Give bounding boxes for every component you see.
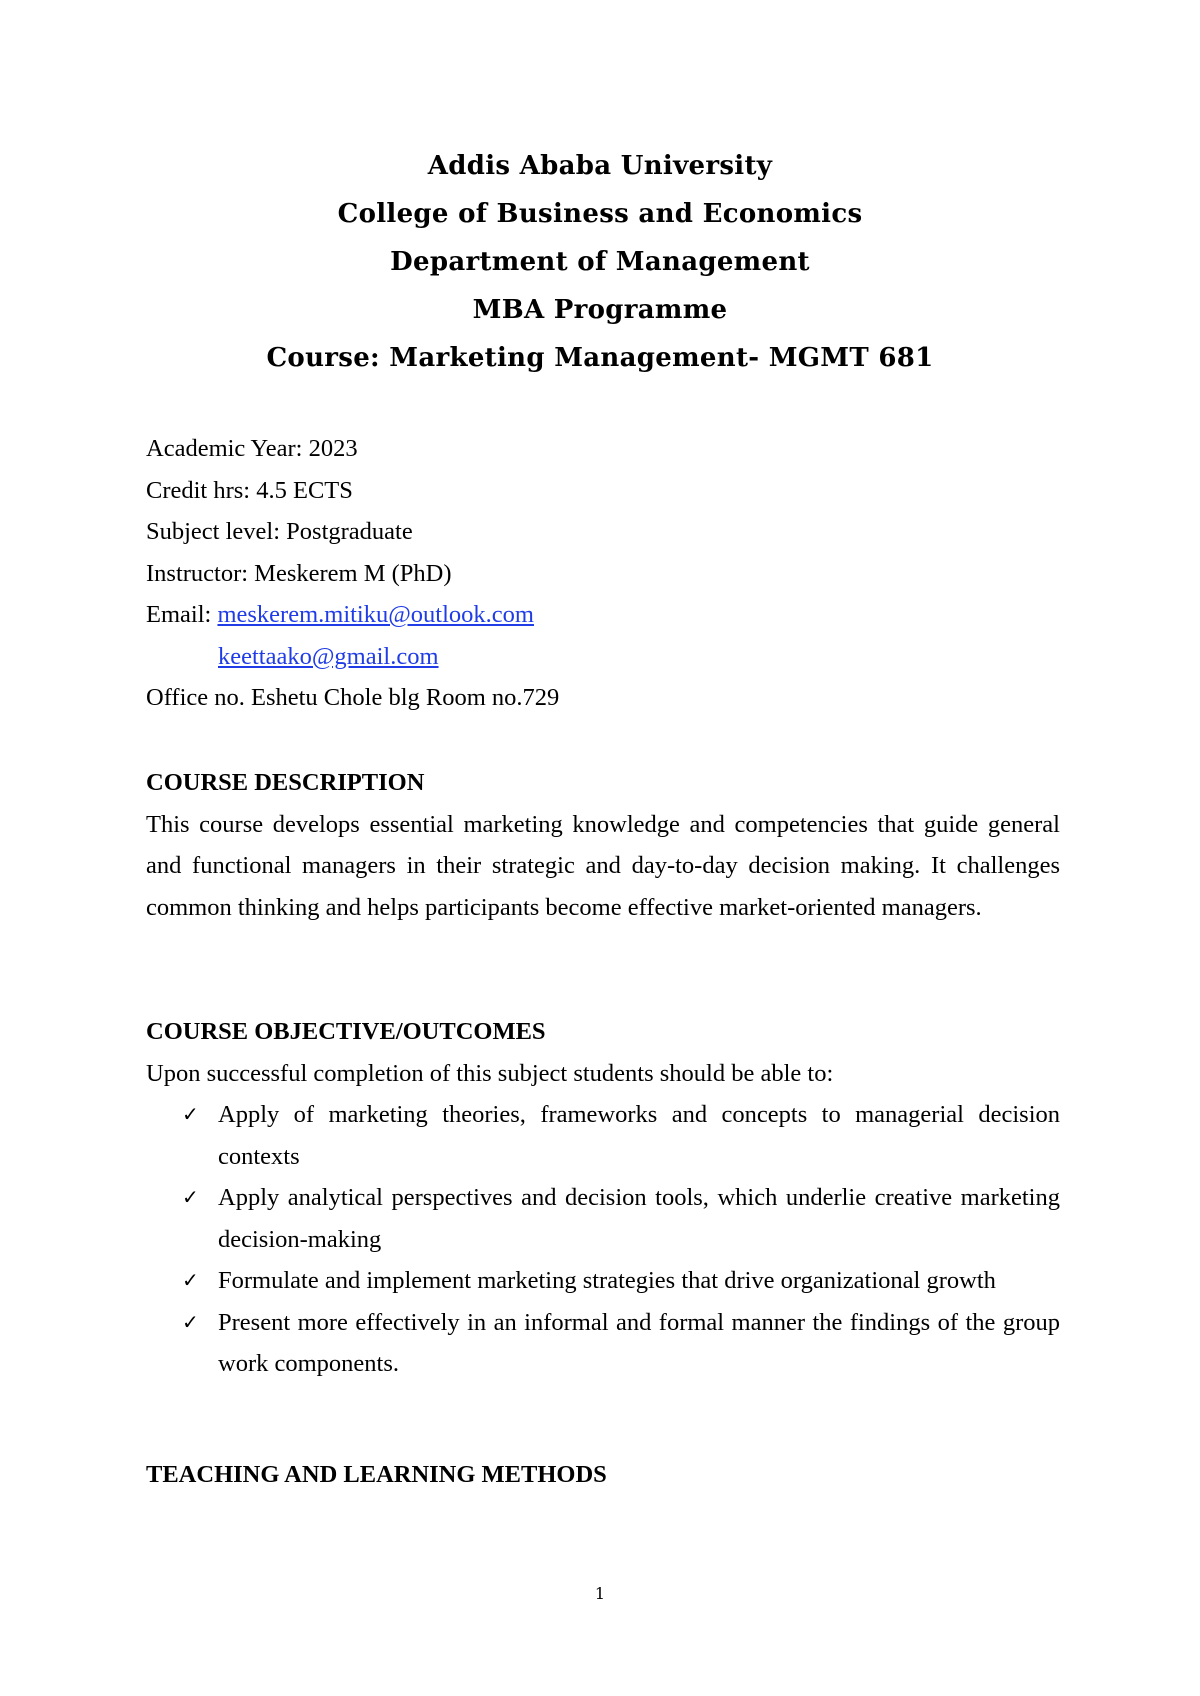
email-link-secondary[interactable]: keettaako@gmail.com: [218, 642, 439, 670]
section-title-objectives: COURSE OBJECTIVE/OUTCOMES: [146, 1018, 546, 1045]
checkmark-icon: ✓: [182, 1185, 199, 1209]
page-number: 1: [594, 1584, 606, 1603]
checkmark-icon: ✓: [182, 1309, 199, 1334]
department-name: Department of Management: [390, 247, 810, 277]
objectives-intro: Upon successful completion of this subject students should be able to:: [146, 1059, 834, 1087]
course-description-section: [146, 762, 1060, 928]
objective-text: Formulate and implement marketing strategies that drive organizational growth: [218, 1267, 996, 1294]
college-name: College of Business and Economics: [337, 199, 863, 229]
university-name: Addis Ababa University: [427, 151, 773, 181]
document-header: [0, 142, 1200, 382]
credit-value: 4.5 ECTS: [256, 476, 353, 504]
description-paragraph: This course develops essential marketing knowledge and competencies that guide general and functional managers in their strategic and day-to-day decision making. It challenges common thinking and helps participants become effective market-oriented managers.: [146, 810, 1060, 921]
checkmark-icon: ✓: [182, 1268, 199, 1292]
subject-level: Subject level: Postgraduate: [146, 518, 413, 545]
objectives-list: [146, 1094, 1060, 1385]
programme-name: MBA Programme: [472, 295, 728, 325]
objective-text: Apply analytical perspectives and decision tools, which underlie creative marketing decision-making: [218, 1184, 1060, 1253]
teaching-methods-section: [146, 1454, 1060, 1496]
course-title: Course: Marketing Management- MGMT 681: [266, 343, 934, 373]
course-objectives-section: [146, 1011, 1060, 1385]
checkmark-icon: ✓: [182, 1102, 199, 1126]
credit-label: Credit hrs:: [146, 476, 257, 504]
email-row: [146, 594, 1060, 636]
section-title-description: COURSE DESCRIPTION: [146, 769, 425, 796]
list-item: [146, 1177, 1060, 1260]
objective-text: Apply of marketing theories, frameworks and concepts to managerial decision contexts: [218, 1101, 1060, 1170]
course-meta: [146, 428, 1060, 719]
list-item: [146, 1094, 1060, 1177]
email-link-primary[interactable]: meskerem.mitiku@outlook.com: [217, 601, 534, 628]
list-item: [146, 1302, 1060, 1385]
instructor: Instructor: Meskerem M (PhD): [146, 559, 452, 587]
section-title-teaching: TEACHING AND LEARNING METHODS: [146, 1461, 607, 1488]
office-location: Office no. Eshetu Chole blg Room no.729: [146, 684, 560, 711]
list-item: [146, 1260, 1060, 1302]
academic-year: Academic Year: 2023: [146, 435, 358, 462]
credit-hours: [146, 470, 1060, 512]
email-label: Email:: [146, 601, 218, 628]
email-row-secondary: [146, 636, 1060, 678]
objective-text: Present more effectively in an informal and formal manner the findings of the group work components.: [218, 1308, 1060, 1377]
